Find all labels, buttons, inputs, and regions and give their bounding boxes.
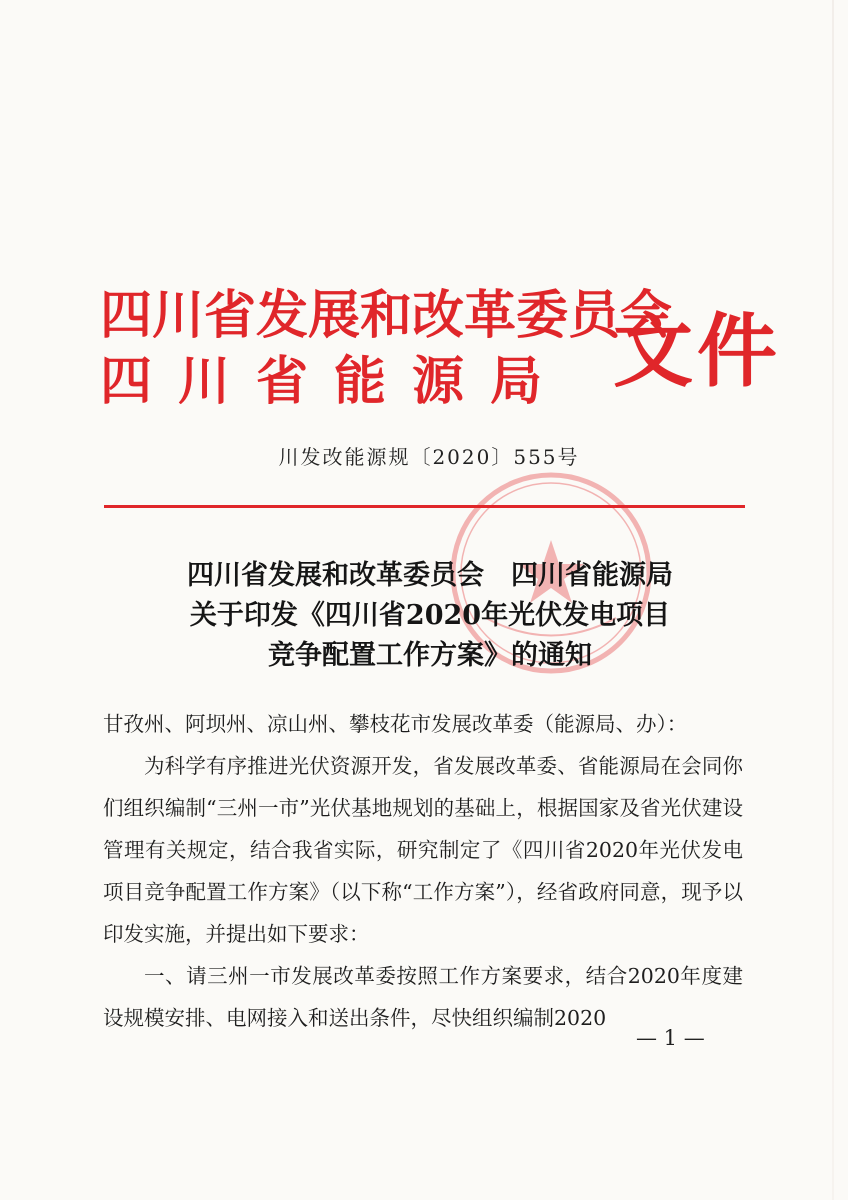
document-type-label: 文件 — [613, 304, 781, 398]
notice-title — [100, 556, 760, 676]
issuer-block — [100, 283, 673, 415]
notice-body — [103, 703, 743, 1039]
page-number: — 1 — — [636, 1026, 705, 1050]
scan-edge — [832, 0, 834, 1200]
title-line-1: 四川省发展和改革委员会 四川省能源局 — [187, 560, 673, 591]
addressee-line: 甘孜州、阿坝州、凉山州、攀枝花市发展改革委（能源局、办）： — [103, 712, 688, 736]
issuer-line-1: 四川省发展和改革委员会 — [100, 285, 673, 346]
title-line-2: 关于印发《四川省2020年光伏发电项目 — [189, 600, 671, 631]
issuer-line-2: 四川省能源局 — [100, 351, 569, 412]
body-paragraph-1: 为科学有序推进光伏资源开发，省发展改革委、省能源局在会同你们组织编制“三州一市”光伏基地规划的基础上，根据国家及省光伏建设管理有关规定，结合我省实际，研究制定了《四川省2020年光伏发电项目竞争配置工作方案》（以下称“工作方案”），经省政府同意，现予以印发实施，并提出如下要求： — [103, 754, 743, 946]
document-number: 川发改能源规〔2020〕555号 — [278, 445, 580, 469]
title-line-3: 竞争配置工作方案》的通知 — [268, 640, 592, 671]
body-paragraph-2: 一、请三州一市发展改革委按照工作方案要求，结合2020年度建设规模安排、电网接入和送出条件，尽快组织编制2020 — [103, 964, 743, 1030]
